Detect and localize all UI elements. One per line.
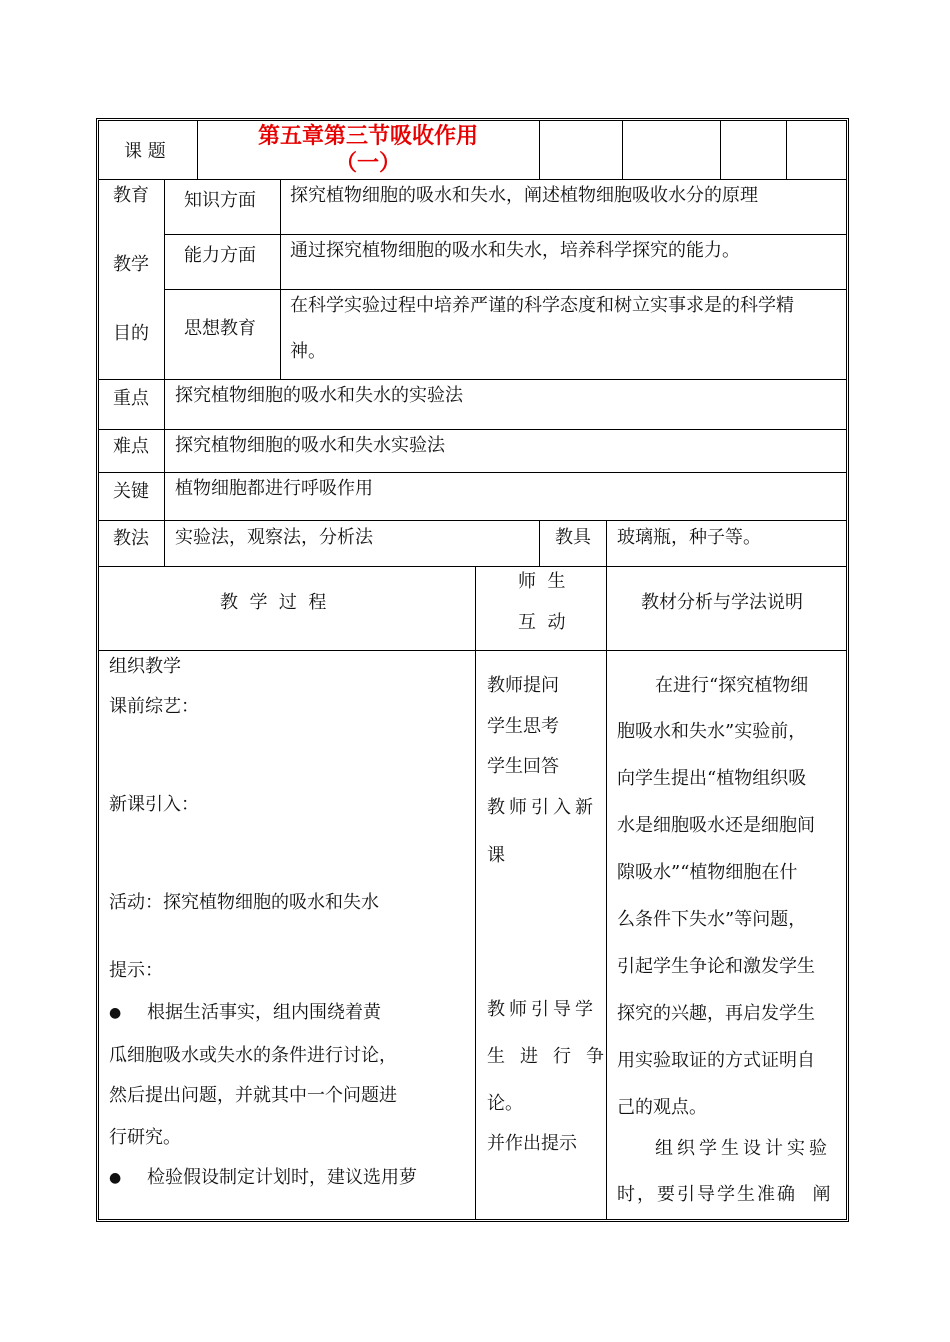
bullet-text: 检验假设制定计划时，建议选用萝 xyxy=(147,1167,417,1188)
bullet-text: 瓜细胞吸水或失水的条件进行讨论， xyxy=(109,1045,397,1066)
interaction-line: 教师引导学 xyxy=(487,999,597,1020)
moral-label: 思想教育 xyxy=(184,318,256,339)
ability-text: 通过探究植物细胞的吸水和失水，培养科学探究的能力。 xyxy=(290,240,740,261)
bullet-icon: ● xyxy=(109,1170,122,1186)
bullet-text: 然后提出问题，并就其中一个问题进 xyxy=(109,1085,397,1106)
col-divider xyxy=(280,179,281,379)
col-divider xyxy=(720,121,721,179)
difficulty-text: 探究植物细胞的吸水和失水实验法 xyxy=(175,435,445,456)
ability-label: 能力方面 xyxy=(184,245,256,266)
row-divider xyxy=(99,520,846,521)
method-text: 实验法，观察法，分析法 xyxy=(175,527,373,548)
analysis-line: 探究的兴趣，再启发学生 xyxy=(617,1003,815,1024)
objectives-label: 教学 xyxy=(113,254,149,275)
lesson-title: 第五章第三节吸收作用 xyxy=(257,124,478,149)
row-divider xyxy=(99,379,846,380)
row-divider xyxy=(99,179,846,180)
objectives-label: 目的 xyxy=(113,323,149,344)
col-divider xyxy=(164,179,165,566)
col-divider xyxy=(786,121,787,179)
knowledge-text: 探究植物细胞的吸水和失水，阐述植物细胞吸收水分的原理 xyxy=(290,185,758,206)
analysis-line: 么条件下失水”等问题， xyxy=(617,909,807,930)
analysis-line: 时，要引导学生准确 阐 xyxy=(617,1184,833,1205)
row-divider xyxy=(99,472,846,473)
process-line: 活动：探究植物细胞的吸水和失水 xyxy=(109,892,379,913)
col-divider xyxy=(606,566,607,1219)
bullet-text: 根据生活事实，组内围绕着黄 xyxy=(147,1002,381,1023)
key-text: 植物细胞都进行呼吸作用 xyxy=(175,478,373,499)
analysis-header: 教材分析与学法说明 xyxy=(641,592,803,613)
bullet-icon: ● xyxy=(109,1005,122,1021)
interaction-line: 学生思考 xyxy=(487,716,559,737)
moral-text: 神。 xyxy=(290,341,326,362)
col-divider xyxy=(197,121,198,179)
interaction-line: 生进行争 xyxy=(487,1046,619,1067)
interaction-header: 师 生 xyxy=(518,571,566,592)
method-label: 教法 xyxy=(113,528,149,549)
lesson-title-sub: （一） xyxy=(334,151,401,176)
analysis-line: 组织学生设计实验 xyxy=(655,1138,831,1159)
moral-text: 在科学实验过程中培养严谨的科学态度和树立实事求是的科学精 xyxy=(290,295,794,316)
row-divider xyxy=(99,429,846,430)
interaction-line: 并作出提示 xyxy=(487,1133,577,1154)
interaction-line: 论。 xyxy=(487,1093,523,1114)
col-divider xyxy=(475,566,476,1219)
process-line: 新课引入： xyxy=(109,794,199,815)
difficulty-label: 难点 xyxy=(113,436,149,457)
process-line: 提示： xyxy=(109,960,163,981)
process-line: 组织教学 xyxy=(109,656,181,677)
key-label: 关键 xyxy=(113,481,149,502)
interaction-line: 学生回答 xyxy=(487,756,559,777)
analysis-line: 引起学生争论和激发学生 xyxy=(617,956,815,977)
col-divider xyxy=(539,520,540,566)
analysis-line: 水是细胞吸水还是细胞间 xyxy=(617,815,815,836)
analysis-line: 己的观点。 xyxy=(617,1097,707,1118)
row-divider xyxy=(99,566,846,567)
analysis-line: 胞吸水和失水”实验前， xyxy=(617,721,807,742)
analysis-line: 在进行“探究植物细 xyxy=(655,675,809,696)
col-divider xyxy=(606,520,607,566)
tools-label: 教具 xyxy=(555,527,591,548)
col-divider xyxy=(622,121,623,179)
key-point-text: 探究植物细胞的吸水和失水的实验法 xyxy=(175,385,463,406)
interaction-line: 课 xyxy=(487,845,505,866)
bullet-text: 行研究。 xyxy=(109,1127,181,1148)
row-divider xyxy=(164,289,846,290)
tools-text: 玻璃瓶，种子等。 xyxy=(617,527,761,548)
row-divider xyxy=(164,234,846,235)
interaction-line: 教师引入新 xyxy=(487,797,597,818)
topic-label: 课 题 xyxy=(124,141,166,162)
process-header: 教 学 过 程 xyxy=(220,592,327,613)
interaction-header: 互 动 xyxy=(518,612,566,633)
process-line: 课前综艺： xyxy=(109,696,199,717)
knowledge-label: 知识方面 xyxy=(184,190,256,211)
row-divider xyxy=(99,650,846,651)
col-divider xyxy=(539,121,540,179)
objectives-label: 教育 xyxy=(113,185,149,206)
analysis-line: 向学生提出“植物组织吸 xyxy=(617,768,807,789)
key-point-label: 重点 xyxy=(113,388,149,409)
interaction-line: 教师提问 xyxy=(487,675,559,696)
analysis-line: 隙吸水”“植物细胞在什 xyxy=(617,862,798,883)
analysis-line: 用实验取证的方式证明自 xyxy=(617,1050,815,1071)
